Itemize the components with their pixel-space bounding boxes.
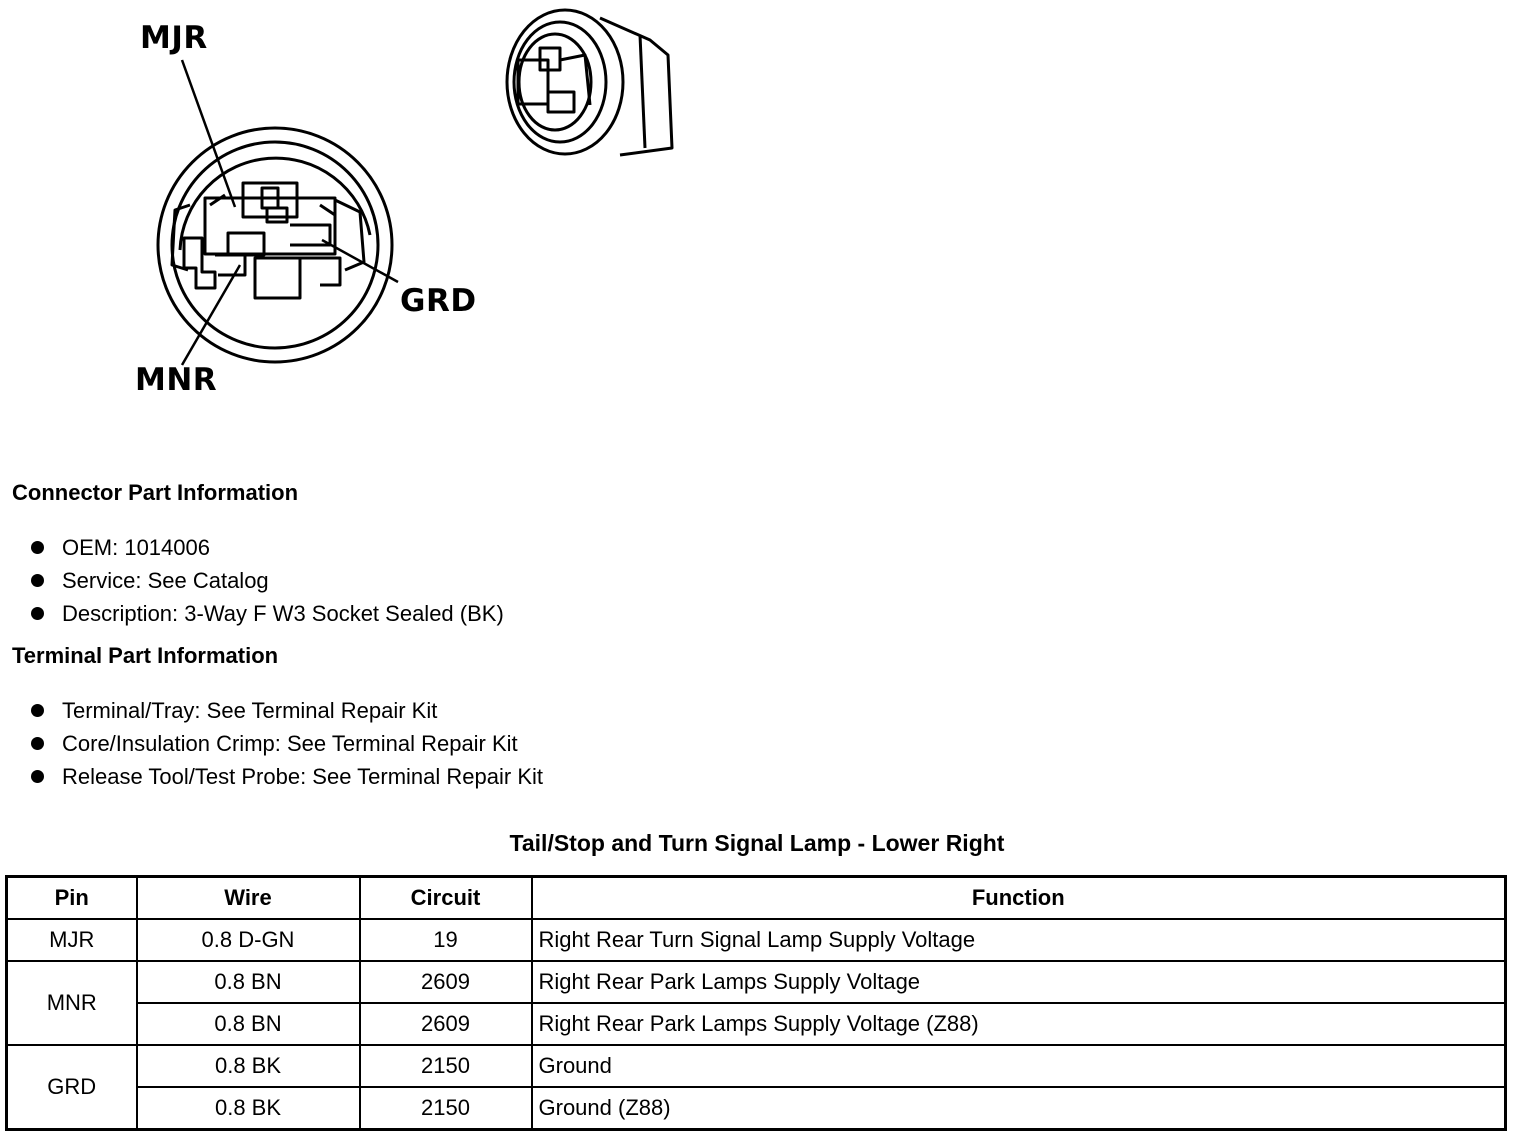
bullet-icon xyxy=(31,574,44,587)
column-header-pin: Pin xyxy=(7,877,137,920)
pin-cell: MNR xyxy=(7,961,137,1045)
list-item xyxy=(0,531,504,564)
terminal-part-info-list xyxy=(0,694,543,793)
bullet-icon xyxy=(31,770,44,783)
table-row xyxy=(7,961,1506,1003)
list-item xyxy=(0,597,504,630)
circuit-cell: 2609 xyxy=(360,1003,532,1045)
pin-cell: GRD xyxy=(7,1045,137,1130)
circuit-cell: 2609 xyxy=(360,961,532,1003)
wire-cell: 0.8 BN xyxy=(137,1003,360,1045)
table-row xyxy=(7,919,1506,961)
function-cell: Right Rear Park Lamps Supply Voltage (Z88) xyxy=(532,1003,1506,1045)
bullet-icon xyxy=(31,607,44,620)
wire-cell: 0.8 BK xyxy=(137,1087,360,1130)
list-item-text: Terminal/Tray: See Terminal Repair Kit xyxy=(62,698,438,723)
function-cell: Right Rear Turn Signal Lamp Supply Voltage xyxy=(532,919,1506,961)
connector-face-drawing xyxy=(0,0,760,440)
bullet-icon xyxy=(31,541,44,554)
list-item-text: Service: See Catalog xyxy=(62,568,269,593)
table-row xyxy=(7,1003,1506,1045)
column-header-wire: Wire xyxy=(137,877,360,920)
pin-label-grd: GRD xyxy=(400,283,477,319)
connector-diagram xyxy=(0,0,760,440)
circuit-cell: 19 xyxy=(360,919,532,961)
list-item xyxy=(0,760,543,793)
circuit-cell: 2150 xyxy=(360,1087,532,1130)
function-cell: Ground xyxy=(532,1045,1506,1087)
table-title: Tail/Stop and Turn Signal Lamp - Lower Right xyxy=(509,830,1005,856)
list-item-text: Description: 3-Way F W3 Socket Sealed (BK) xyxy=(62,601,504,626)
pinout-table xyxy=(5,875,1507,1131)
wire-cell: 0.8 BK xyxy=(137,1045,360,1087)
list-item-text: Release Tool/Test Probe: See Terminal Repair Kit xyxy=(62,764,543,789)
table-header-row xyxy=(7,877,1506,920)
connector-part-info-list xyxy=(0,531,504,630)
column-header-circuit: Circuit xyxy=(360,877,532,920)
table-row xyxy=(7,1087,1506,1130)
table-row xyxy=(7,1045,1506,1087)
terminal-part-info-heading: Terminal Part Information xyxy=(12,643,279,668)
bullet-icon xyxy=(31,704,44,717)
function-cell: Ground (Z88) xyxy=(532,1087,1506,1130)
pin-label-mnr: MNR xyxy=(135,362,218,398)
bullet-icon xyxy=(31,737,44,750)
wire-cell: 0.8 D-GN xyxy=(137,919,360,961)
list-item xyxy=(0,727,543,760)
connector-part-info-heading: Connector Part Information xyxy=(12,480,299,505)
list-item-text: OEM: 1014006 xyxy=(62,535,210,560)
function-cell: Right Rear Park Lamps Supply Voltage xyxy=(532,961,1506,1003)
pin-label-mjr: MJR xyxy=(140,20,208,56)
column-header-function: Function xyxy=(532,877,1506,920)
circuit-cell: 2150 xyxy=(360,1045,532,1087)
list-item xyxy=(0,694,543,727)
list-item-text: Core/Insulation Crimp: See Terminal Repair Kit xyxy=(62,731,518,756)
wire-cell: 0.8 BN xyxy=(137,961,360,1003)
list-item xyxy=(0,564,504,597)
pin-cell: MJR xyxy=(7,919,137,961)
